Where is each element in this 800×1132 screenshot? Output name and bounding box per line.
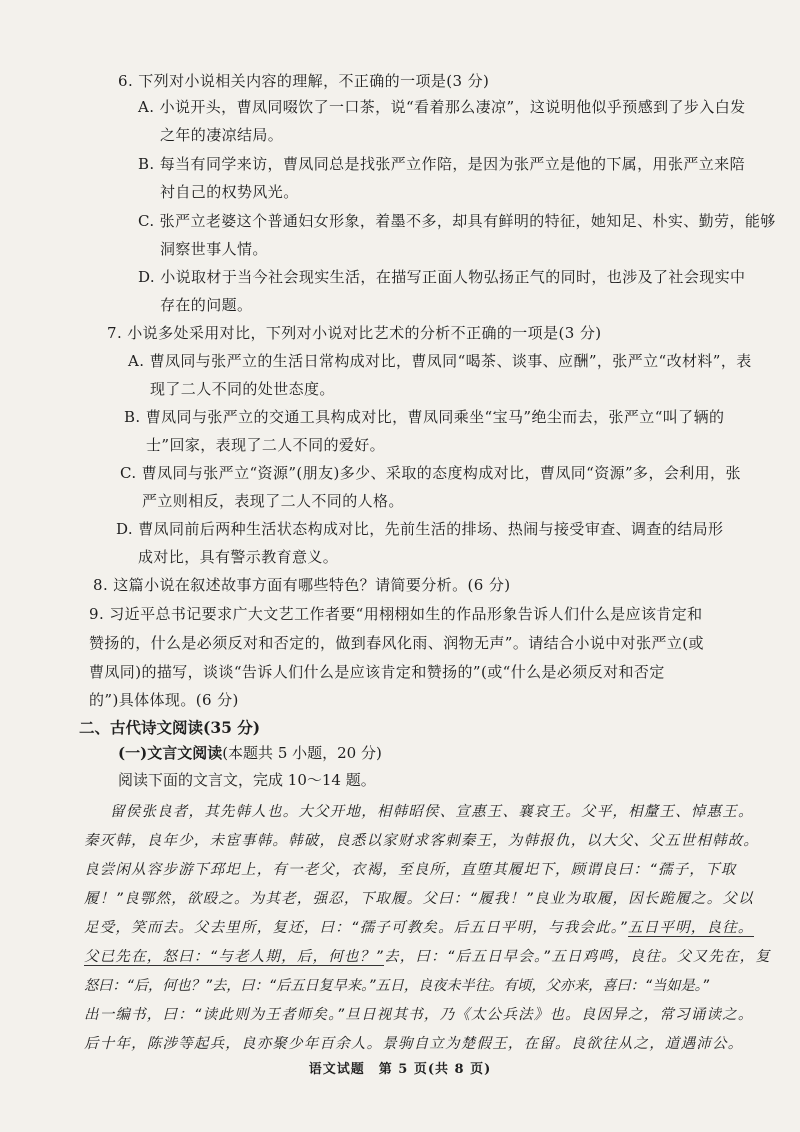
question-7-option-b-line1: B. 曹凤同与张严立的交通工具构成对比，曹凤同乘坐“宝马”绝尘而去，张严立“叫了辆的 bbox=[124, 408, 725, 426]
subsection-title: (一)文言文阅读 bbox=[118, 744, 223, 762]
classical-text-line6-rest: 去，曰：“后五日早会。”五日鸡鸣，良往。父又先在，复 bbox=[384, 949, 772, 965]
question-6-option-b-line1: B. 每当有同学来访，曹凤同总是找张严立作陪，是因为张严立是他的下属，用张严立来陪 bbox=[138, 155, 745, 173]
question-7-option-b-line2: 士”回家，表现了二人不同的爱好。 bbox=[146, 436, 386, 454]
question-8: 8. 这篇小说在叙述故事方面有哪些特色？请简要分析。(6 分) bbox=[93, 576, 511, 594]
classical-text-line5-start: 足受，笑而去。父去里所，复还，曰：“孺子可教矣。后五日平明，与我会此。” bbox=[84, 920, 628, 936]
classical-text-line8: 出一编书，曰：“读此则为王者师矣。”旦日视其书，乃《太公兵法》也。良因异之，常习诵读之。 bbox=[84, 1007, 754, 1023]
section-2-title: 二、古代诗文阅读(35 分) bbox=[79, 718, 261, 737]
classical-text-line2: 秦灭韩，良年少，未宦事韩。韩破，良悉以家财求客刺秦王，为韩报仇，以大父、父五世相韩故。 bbox=[84, 833, 760, 849]
reading-instruction: 阅读下面的文言文，完成 10～14 题。 bbox=[118, 771, 376, 789]
question-7-option-d-line2: 成对比，具有警示教育意义。 bbox=[138, 548, 339, 566]
question-7-option-a-line2: 现了二人不同的处世态度。 bbox=[150, 380, 335, 398]
question-7-option-c-line2: 严立则相反，表现了二人不同的人格。 bbox=[142, 492, 404, 510]
question-7-option-d-line1: D. 曹凤同前后两种生活状态构成对比，先前生活的排场、热闹与接受审查、调查的结局形 bbox=[116, 520, 724, 538]
underlined-sentence-part2: 父已先在，怒曰：“与老人期，后，何也？” bbox=[84, 949, 385, 965]
question-6-option-c-line2: 洞察世事人情。 bbox=[160, 240, 268, 258]
question-7-stem: 7. 小说多处采用对比，下列对小说对比艺术的分析不正确的一项是(3 分) bbox=[107, 324, 602, 342]
question-6-option-c-line1: C. 张严立老婆这个普通妇女形象，着墨不多，却具有鲜明的特征，她知足、朴实、勤劳，能够 bbox=[138, 212, 776, 230]
question-9-line4: 的”)具体体现。(6 分) bbox=[89, 691, 239, 709]
question-6-option-b-line2: 衬自己的权势风光。 bbox=[160, 183, 299, 201]
classical-text-line1: 留侯张良者，其先韩人也。大父开地，相韩昭侯、宣惠王、襄哀王。父平，相釐王、悼惠王。 bbox=[110, 804, 754, 820]
subsection-header bbox=[118, 742, 382, 763]
question-9-line2: 赞扬的，什么是必须反对和否定的，做到春风化雨、润物无声”。请结合小说中对张严立(或 bbox=[89, 634, 704, 652]
page-footer: 语文试题 第 5 页(共 8 页) bbox=[308, 1062, 492, 1077]
question-6-stem: 6. 下列对小说相关内容的理解，不正确的一项是(3 分) bbox=[118, 72, 490, 90]
question-6-option-d-line1: D. 小说取材于当今社会现实生活，在描写正面人物弘扬正气的同时，也涉及了社会现实中 bbox=[138, 268, 746, 286]
classical-text-line3: 良尝闲从容步游下邳圯上，有一老父，衣褐，至良所，直堕其履圯下，顾谓良曰：“孺子，下取 bbox=[84, 862, 737, 878]
question-6-option-a-line2: 之年的凄凉结局。 bbox=[160, 126, 284, 144]
question-6-option-a-line1: A. 小说开头，曹凤同啜饮了一口茶，说“看着那么凄凉”，这说明他似乎预感到了步入白发 bbox=[138, 98, 746, 116]
question-7-option-a-line1: A. 曹凤同与张严立的生活日常构成对比，曹凤同“喝茶、谈事、应酬”，张严立“改材料”，表 bbox=[128, 352, 752, 370]
classical-text-line7: 怒曰：“后，何也？”去，曰：“后五日复早来。”五日，良夜未半往。有顷，父亦来，喜曰：“当如是。” bbox=[84, 978, 710, 994]
classical-text-line5 bbox=[84, 916, 754, 940]
classical-text-line4: 履！”良鄂然，欲殴之。为其老，强忍，下取履。父曰：“履我！”良业为取履，因长跪履之。父以 bbox=[84, 891, 754, 907]
question-6-option-d-line2: 存在的问题。 bbox=[160, 296, 253, 314]
classical-text-line9: 后十年，陈涉等起兵，良亦聚少年百余人。景驹自立为楚假王，在留。良欲往从之，道遇沛公。 bbox=[84, 1036, 744, 1052]
question-7-option-c-line1: C. 曹凤同与张严立“资源”(朋友)多少、采取的态度构成对比，曹凤同“资源”多，会利用，张 bbox=[120, 464, 741, 482]
subsection-note: (本题共 5 小题，20 分) bbox=[222, 744, 382, 762]
question-9-line1: 9. 习近平总书记要求广大文艺工作者要“用栩栩如生的作品形象告诉人们什么是应该肯定和 bbox=[89, 605, 703, 623]
underlined-sentence-part1: 五日平明，良往。 bbox=[627, 920, 754, 936]
question-9-line3: 曹凤同)的描写，谈谈“告诉人们什么是应该肯定和赞扬的”(或“什么是必须反对和否定 bbox=[89, 663, 665, 681]
classical-text-line6 bbox=[84, 945, 771, 969]
